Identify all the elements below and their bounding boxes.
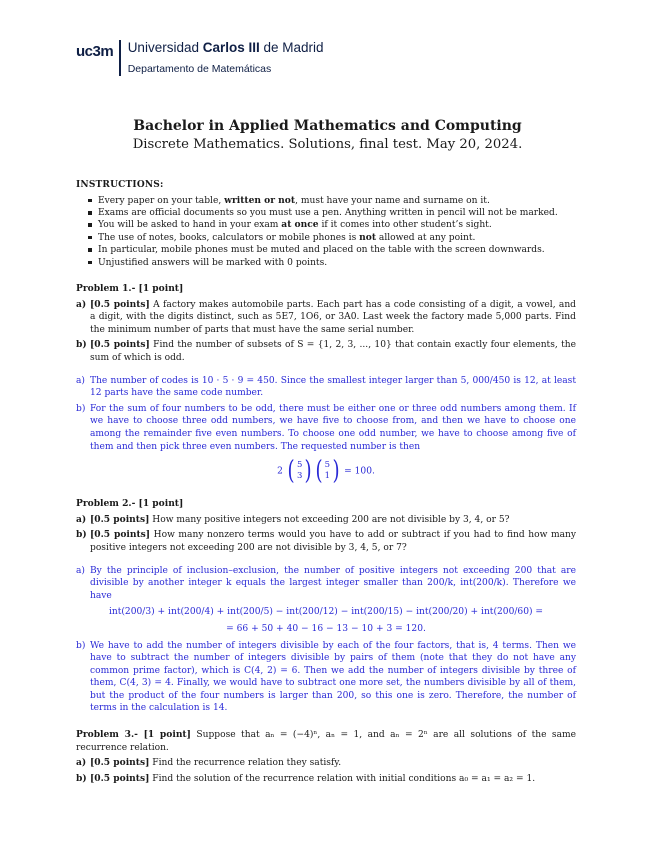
solution-2b: b) We have to add the number of integers divisible by each of the four factors, that is, 4 terms. Then we have to subtract the number of integers divisible by pairs of them (note that they do not have any common prime factor), which is C(4, 2) = 6. Then we add the number of integers divisible by three of them, C(4, 3) = 4. Finally, we would have to subtract one more set, the numbers divisible by all of them, but the product of the four numbers is larger than 200, so this one is zero. Therefore, the number of terms in the calculation is 14. — [76, 640, 576, 714]
header-logo — [76, 40, 324, 82]
instruction-item: Every paper on your table, written or not, must have your name and surname on it. — [98, 195, 576, 207]
problem-3-part-b: b) [0.5 points] Find the solution of the recurrence relation with initial conditions a₀ = a₁ = a₂ = 1. — [76, 772, 536, 784]
problem-1-part-b: b) [0.5 points] Find the number of subsets of S = {1, 2, 3, ..., 10} that contain exactly four elements, the sum of which is odd. — [76, 339, 576, 363]
problem-1-part-a: a) [0.5 points] A factory makes automobile parts. Each part has a code consisting of a digit, a vowel, and a digit, with the digits distinct, such as 5E7, 1O6, or 3A0. Last week the factory made 5,000 parts. Find the minimum number of parts that must have the same serial number. — [76, 298, 577, 335]
solution-1b: b) For the sum of four numbers to be odd, there must be either one or three odd numbers among them. If we have to choose three odd numbers, we have five to choose from, and then we have to choose one among the remainder five even numbers. To choose one odd number, we have to choose among five of them and then pick three even numbers. The requested number is then — [76, 403, 576, 452]
equation-line-2: = 66 + 50 + 40 − 16 − 13 − 10 + 3 = 120. — [226, 623, 426, 634]
problem-3-heading: Problem 3.- [1 point] Suppose that aₙ = (−4)ⁿ, aₙ = 1, and aₙ = 2ⁿ are all solutions of the same recurrence relation. — [76, 729, 576, 753]
department-name: Departamento de Matemáticas — [127, 63, 272, 75]
problem-1-solution — [76, 375, 576, 485]
instruction-item: You will be asked to hand in your exam at once if it comes into other student’s sight. — [98, 219, 576, 231]
uc3m-logo: uc3m — [76, 43, 114, 60]
solution-2a: a) By the principle of inclusion–exclusion, the number of positive integers not exceeding 200 that are divisible by another integer k equals the largest integer smaller than 200/k, int(200/k). Therefore we have — [76, 565, 576, 601]
problem-2-solution — [76, 565, 576, 716]
instructions-list — [76, 195, 576, 269]
problem-2-part-a: a) [0.5 points] How many positive integers not exceeding 200 are not divisible by 3, 4, or 5? — [76, 513, 510, 525]
problem-2-part-b: b) [0.5 points] How many nonzero terms would you have to add or subtract if you had to find how many positive integers not exceeding 200 are not divisible by 3, 4, 5, or 7? — [76, 529, 576, 553]
instruction-item: Unjustified answers will be marked with 0 points. — [98, 257, 576, 269]
binomial-formula: 2 ( 5 3 ) ( 5 1 ) = 100. — [277, 456, 375, 487]
instruction-item: Exams are official documents so you must use a pen. Anything written in pencil will not be marked. — [98, 207, 576, 219]
university-block — [128, 40, 324, 75]
page-subtitle: Discrete Mathematics. Solutions, final test. May 20, 2024. — [132, 137, 523, 152]
instruction-item: In particular, mobile phones must be muted and placed on the table with the screen downwards. — [98, 244, 576, 256]
instruction-item: The use of notes, books, calculators or mobile phones is not allowed at any point. — [98, 232, 576, 244]
problem-3-part-a: a) [0.5 points] Find the recurrence relation they satisfy. — [76, 757, 342, 769]
solution-1a: a) The number of codes is 10 · 5 · 9 = 450. Since the smallest integer larger than 5, 000/450 is 12, at least 12 parts have the same code number. — [76, 375, 576, 399]
university-name: Universidad Carlos III de Madrid — [127, 40, 324, 55]
equation-line-1: int(200/3) + int(200/4) + int(200/5) − int(200/12) − int(200/15) − int(200/20) + int(200/60) = — [108, 607, 544, 618]
page-title: Bachelor in Applied Mathematics and Computing — [133, 118, 522, 134]
problem-2-heading: Problem 2.- [1 point] — [76, 498, 184, 510]
instructions-heading: INSTRUCTIONS: — [76, 180, 164, 190]
document-body — [76, 179, 576, 785]
logo-divider — [119, 40, 121, 76]
problem-1-heading: Problem 1.- [1 point] — [76, 283, 184, 295]
title-block — [0, 117, 655, 155]
